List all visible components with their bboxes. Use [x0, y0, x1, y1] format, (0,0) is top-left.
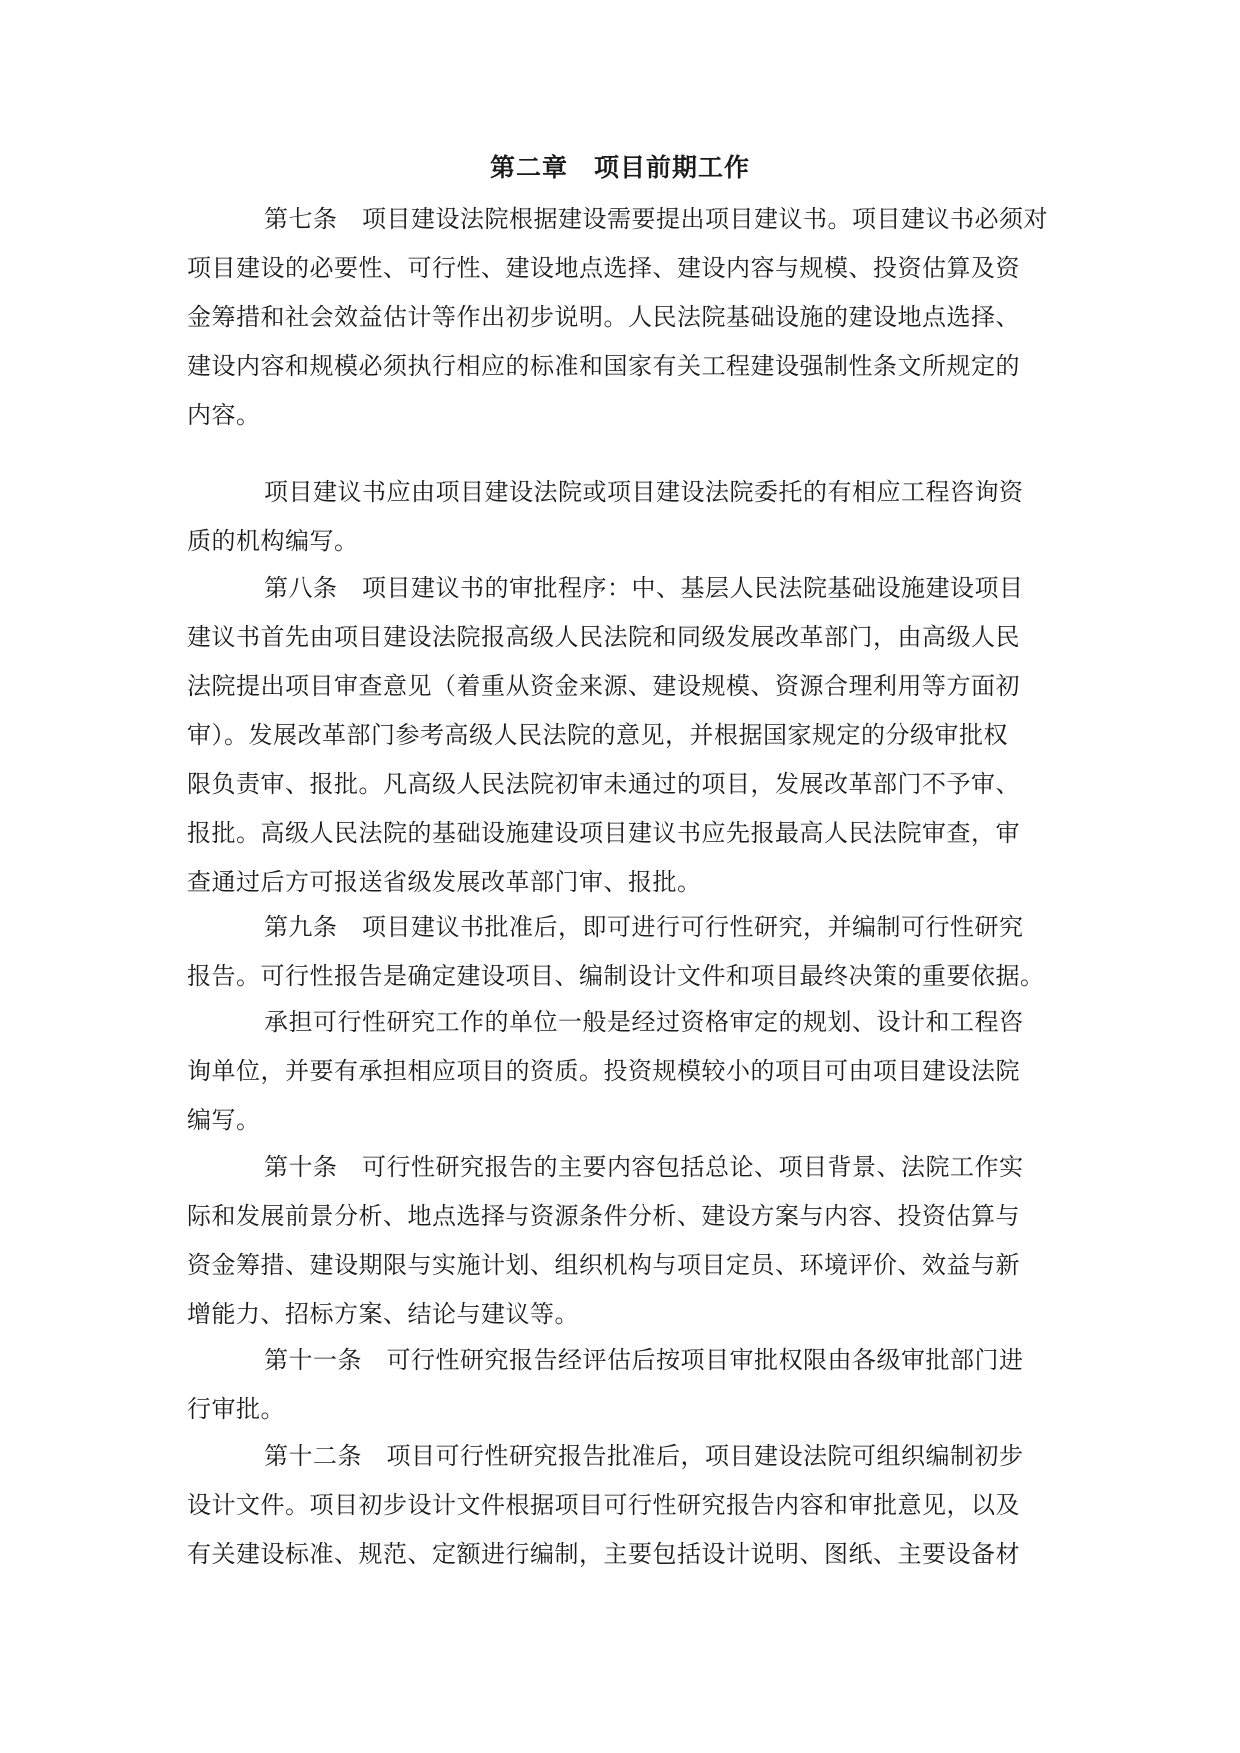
paragraph-line: 法院提出项目审查意见（着重从资金来源、建设规模、资源合理利用等方面初 — [187, 672, 1020, 700]
paragraph-line: 第十一条 可行性研究报告经评估后按项目审批权限由各级审批部门进 — [264, 1346, 1024, 1374]
proposal-writer-paragraph — [187, 468, 1067, 566]
article-8-paragraph — [187, 564, 1067, 907]
paragraph-line: 报告。可行性报告是确定建设项目、编制设计文件和项目最终决策的重要依据。 — [187, 962, 1045, 990]
paragraph-line: 设计文件。项目初步设计文件根据项目可行性研究报告内容和审批意见，以及 — [187, 1491, 1020, 1519]
article-12-paragraph — [187, 1432, 1067, 1579]
paragraph-line: 承担可行性研究工作的单位一般是经过资格审定的规划、设计和工程咨 — [264, 1008, 1024, 1036]
article-7-paragraph — [187, 195, 1067, 440]
paragraph-line: 项目建设的必要性、可行性、建设地点选择、建设内容与规模、投资估算及资 — [187, 254, 1020, 282]
paragraph-line: 资金筹措、建设期限与实施计划、组织机构与项目定员、环境评价、效益与新 — [187, 1251, 1020, 1279]
paragraph-line: 第十条 可行性研究报告的主要内容包括总论、项目背景、法院工作实 — [264, 1153, 1024, 1181]
paragraph-line: 项目建议书应由项目建设法院或项目建设法院委托的有相应工程咨询资 — [264, 478, 1024, 506]
article-11-paragraph — [187, 1336, 1067, 1434]
paragraph-line: 限负责审、报批。凡高级人民法院初审未通过的项目，发展改革部门不予审、 — [187, 770, 1020, 798]
paragraph-line: 询单位，并要有承担相应项目的资质。投资规模较小的项目可由项目建设法院 — [187, 1057, 1020, 1085]
paragraph-line: 有关建设标准、规范、定额进行编制，主要包括设计说明、图纸、主要设备材 — [187, 1540, 1020, 1568]
paragraph-line: 质的机构编写。 — [187, 527, 359, 555]
chapter-title: 第二章 项目前期工作 — [489, 153, 750, 182]
paragraph-line: 建设内容和规模必须执行相应的标准和国家有关工程建设强制性条文所规定的 — [187, 352, 1020, 380]
paragraph-line: 第十二条 项目可行性研究报告批准后，项目建设法院可组织编制初步 — [264, 1442, 1024, 1470]
paragraph-line: 编写。 — [187, 1106, 261, 1134]
paragraph-line: 际和发展前景分析、地点选择与资源条件分析、建设方案与内容、投资估算与 — [187, 1202, 1020, 1230]
article-10-paragraph — [187, 1143, 1067, 1339]
paragraph-line: 第九条 项目建议书批准后，即可进行可行性研究，并编制可行性研究 — [264, 913, 1024, 941]
paragraph-line: 金筹措和社会效益估计等作出初步说明。人民法院基础设施的建设地点选择、 — [187, 303, 1020, 331]
article-9-paragraph — [187, 903, 1067, 1001]
paragraph-line: 报批。高级人民法院的基础设施建设项目建议书应先报最高人民法院审查，审 — [187, 819, 1020, 847]
paragraph-line: 第七条 项目建设法院根据建设需要提出项目建议书。项目建议书必须对 — [264, 205, 1048, 233]
feasibility-unit-paragraph — [187, 998, 1067, 1145]
paragraph-line: 内容。 — [187, 401, 261, 429]
paragraph-line: 查通过后方可报送省级发展改革部门审、报批。 — [187, 868, 702, 896]
paragraph-line: 建议书首先由项目建设法院报高级人民法院和同级发展改革部门，由高级人民 — [187, 623, 1020, 651]
paragraph-line: 行审批。 — [187, 1395, 285, 1423]
paragraph-line: 审）。发展改革部门参考高级人民法院的意见，并根据国家规定的分级审批权 — [187, 721, 1008, 749]
paragraph-line: 增能力、招标方案、结论与建议等。 — [187, 1300, 579, 1328]
paragraph-line: 第八条 项目建议书的审批程序：中、基层人民法院基础设施建设项目 — [264, 574, 1024, 602]
